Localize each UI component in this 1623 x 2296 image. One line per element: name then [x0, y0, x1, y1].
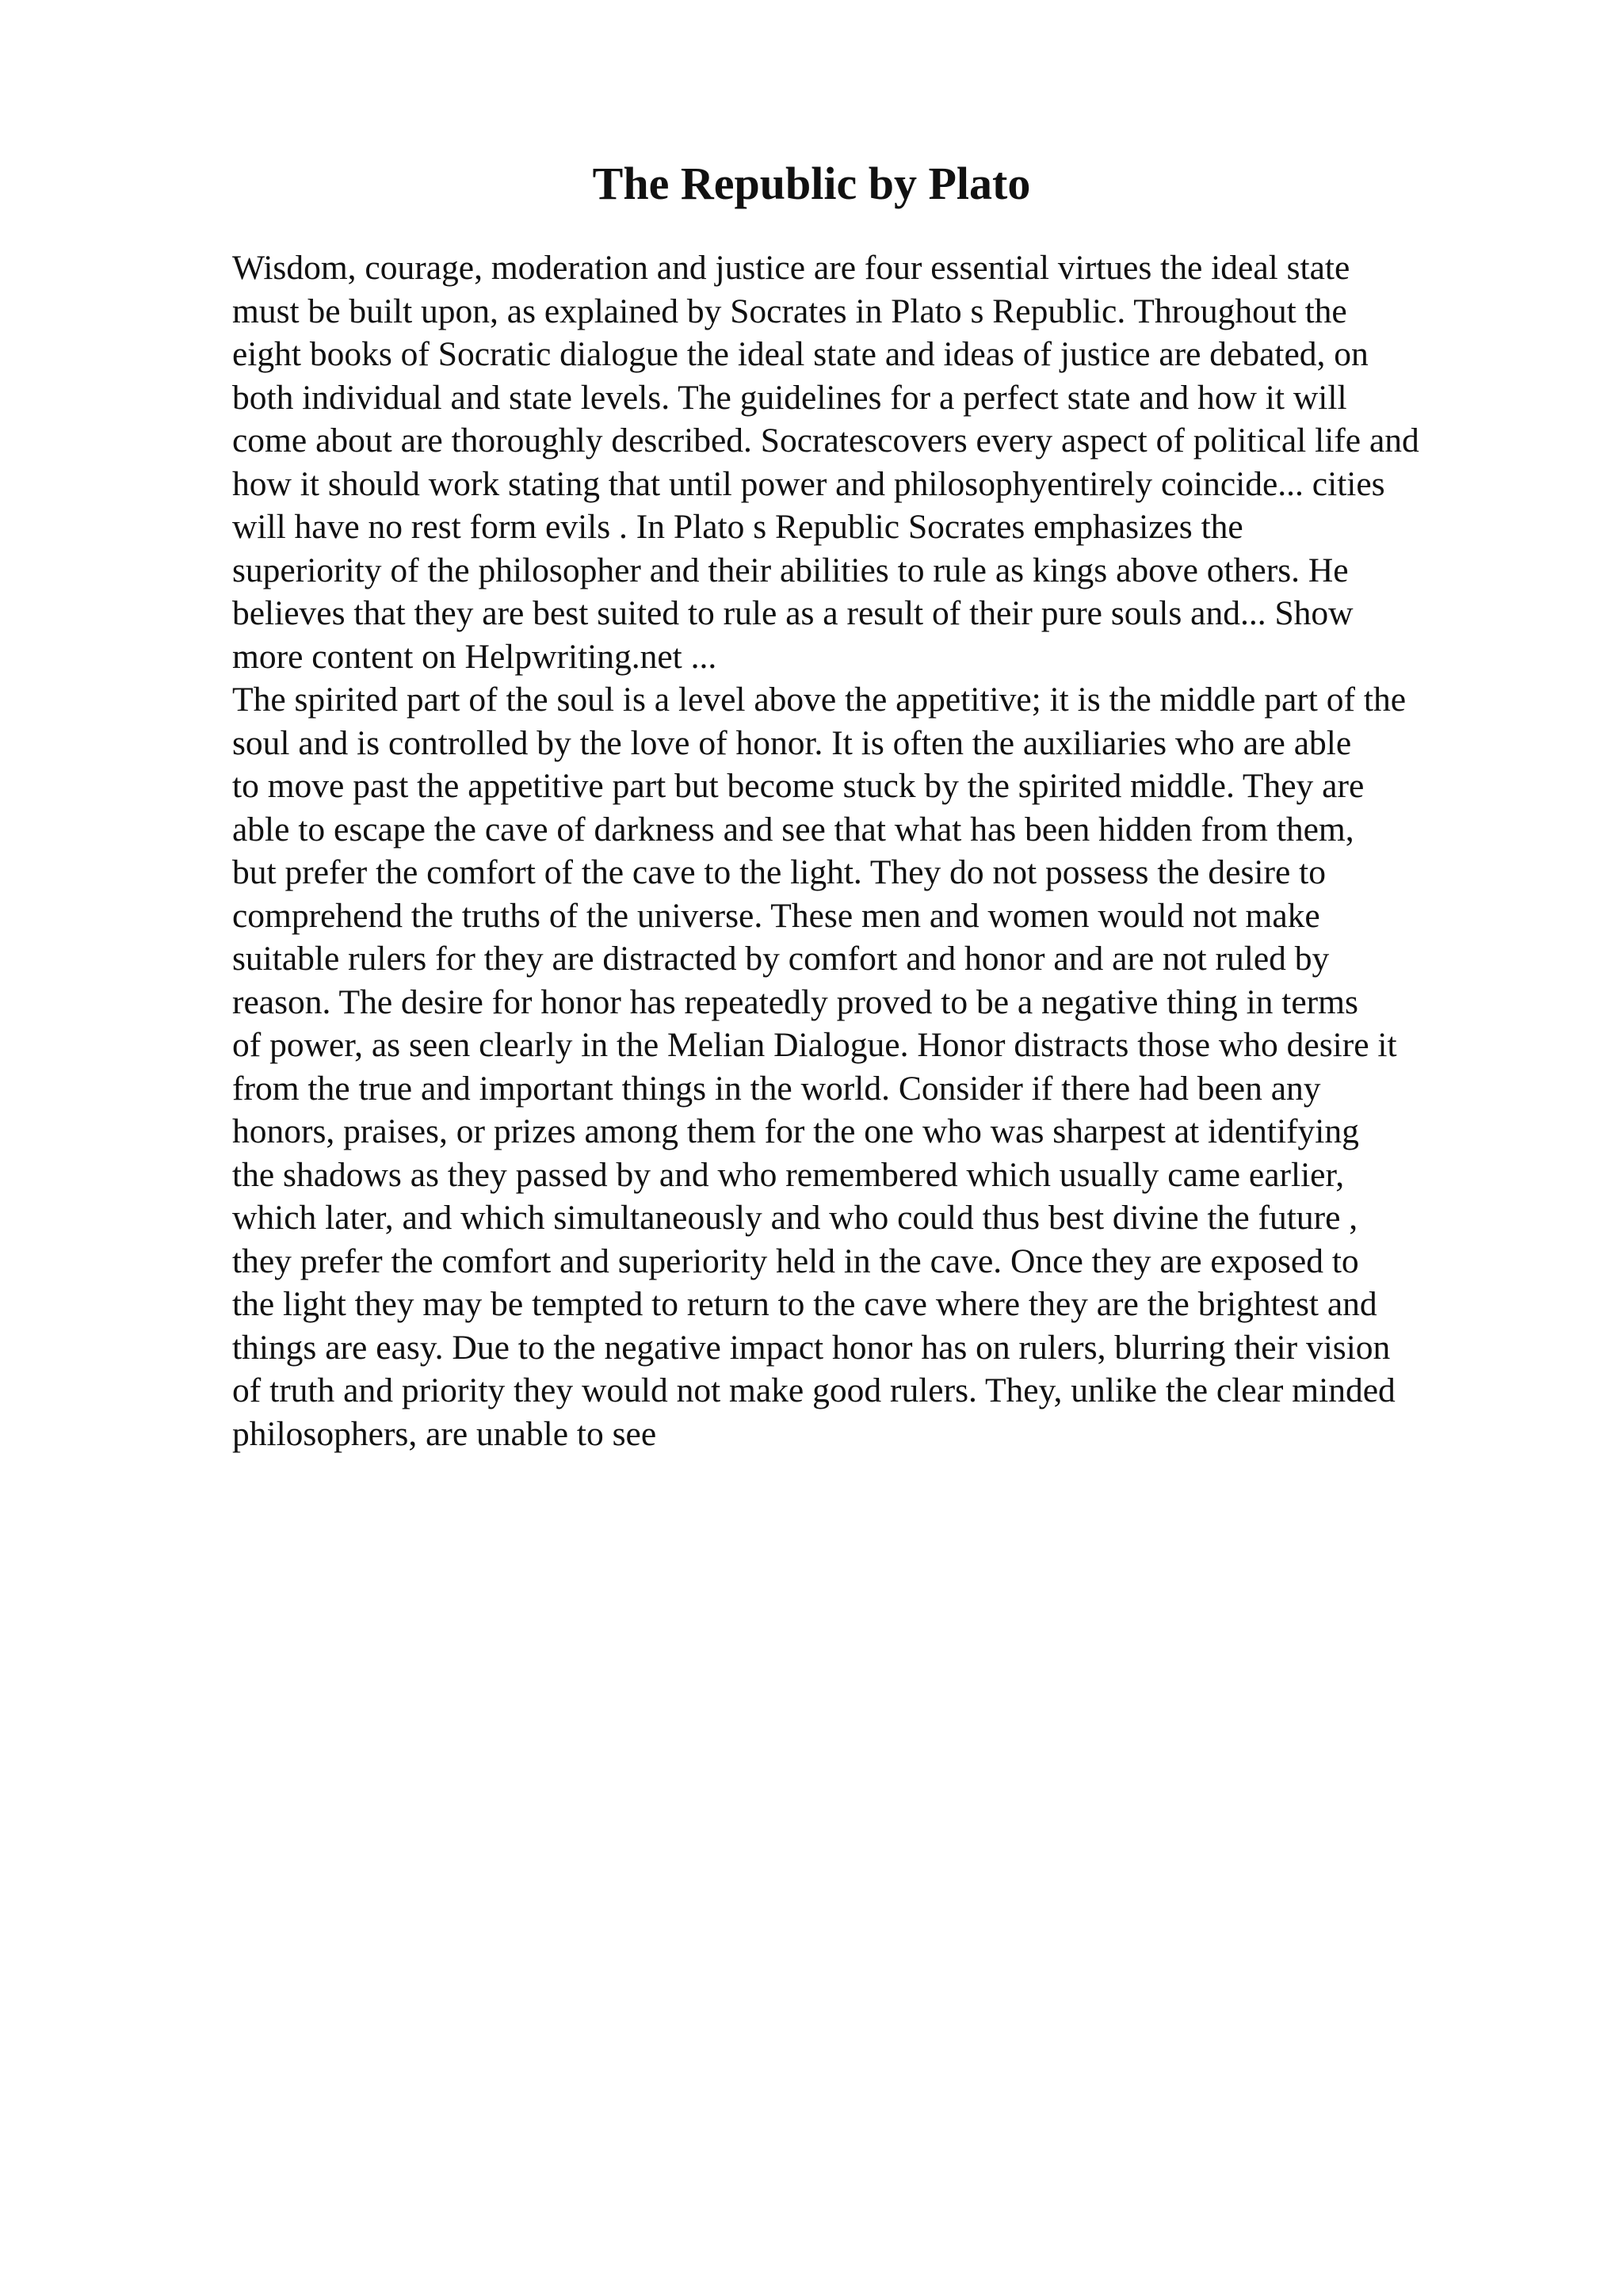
text-line: soul and is controlled by the love of honor. It is often the auxiliaries who are able [232, 723, 1352, 762]
text-line: honors, praises, or prizes among them for the one who was sharpest at identifying [232, 1112, 1359, 1150]
text-line: more content on Helpwriting.net ... [232, 637, 717, 676]
text-line: both individual and state levels. The guidelines for a perfect state and how it will [232, 378, 1347, 417]
text-line: Wisdom, courage, moderation and justice are four essential virtues the ideal state [232, 249, 1350, 287]
text-line: reason. The desire for honor has repeatedly proved to be a negative thing in terms [232, 982, 1358, 1021]
text-line: eight books of Socratic dialogue the ideal state and ideas of justice are debated, on [232, 335, 1369, 373]
text-line: will have no rest form evils . In Plato s Republic Socrates emphasizes the [232, 508, 1243, 546]
text-line: believes that they are best suited to rule as a result of their pure souls and... Show [232, 594, 1354, 632]
text-line: philosophers, are unable to see [232, 1414, 657, 1453]
text-line: come about are thoroughly described. Socratescovers every aspect of political life and [232, 421, 1419, 460]
text-line: able to escape the cave of darkness and see that what has been hidden from them, [232, 810, 1354, 849]
text-line: how it should work stating that until power and philosophyentirely coincide... cities [232, 464, 1385, 503]
text-line: which later, and which simultaneously and who could thus best divine the future , [232, 1199, 1358, 1237]
text-line: from the true and important things in the world. Consider if there had been any [232, 1069, 1321, 1108]
text-line: to move past the appetitive part but become stuck by the spirited middle. They are [232, 767, 1365, 805]
text-line: the shadows as they passed by and who remembered which usually came earlier, [232, 1155, 1345, 1194]
text-line: The spirited part of the soul is a level above the appetitive; it is the middle part of the [232, 681, 1406, 719]
text-line: of truth and priority they would not make good rulers. They, unlike the clear minded [232, 1371, 1396, 1409]
text-line: suitable rulers for they are distracted by comfort and honor and are not ruled by [232, 940, 1330, 978]
paragraph-2 [232, 678, 1406, 1455]
text-line: things are easy. Due to the negative impact honor has on rulers, blurring their vision [232, 1328, 1391, 1367]
document-title: The Republic by Plato [592, 158, 1031, 209]
text-line: of power, as seen clearly in the Melian Dialogue. Honor distracts those who desire it [232, 1026, 1397, 1064]
text-line: but prefer the comfort of the cave to the light. They do not possess the desire to [232, 853, 1326, 891]
paragraph-1 [232, 246, 1419, 678]
text-line: superiority of the philosopher and their abilities to rule as kings above others. He [232, 551, 1349, 589]
text-line: must be built upon, as explained by Socrates in Plato s Republic. Throughout the [232, 292, 1347, 330]
text-line: comprehend the truths of the universe. These men and women would not make [232, 896, 1320, 935]
text-line: they prefer the comfort and superiority held in the cave. Once they are exposed to [232, 1241, 1359, 1280]
text-line: the light they may be tempted to return to the cave where they are the brightest and [232, 1285, 1377, 1323]
